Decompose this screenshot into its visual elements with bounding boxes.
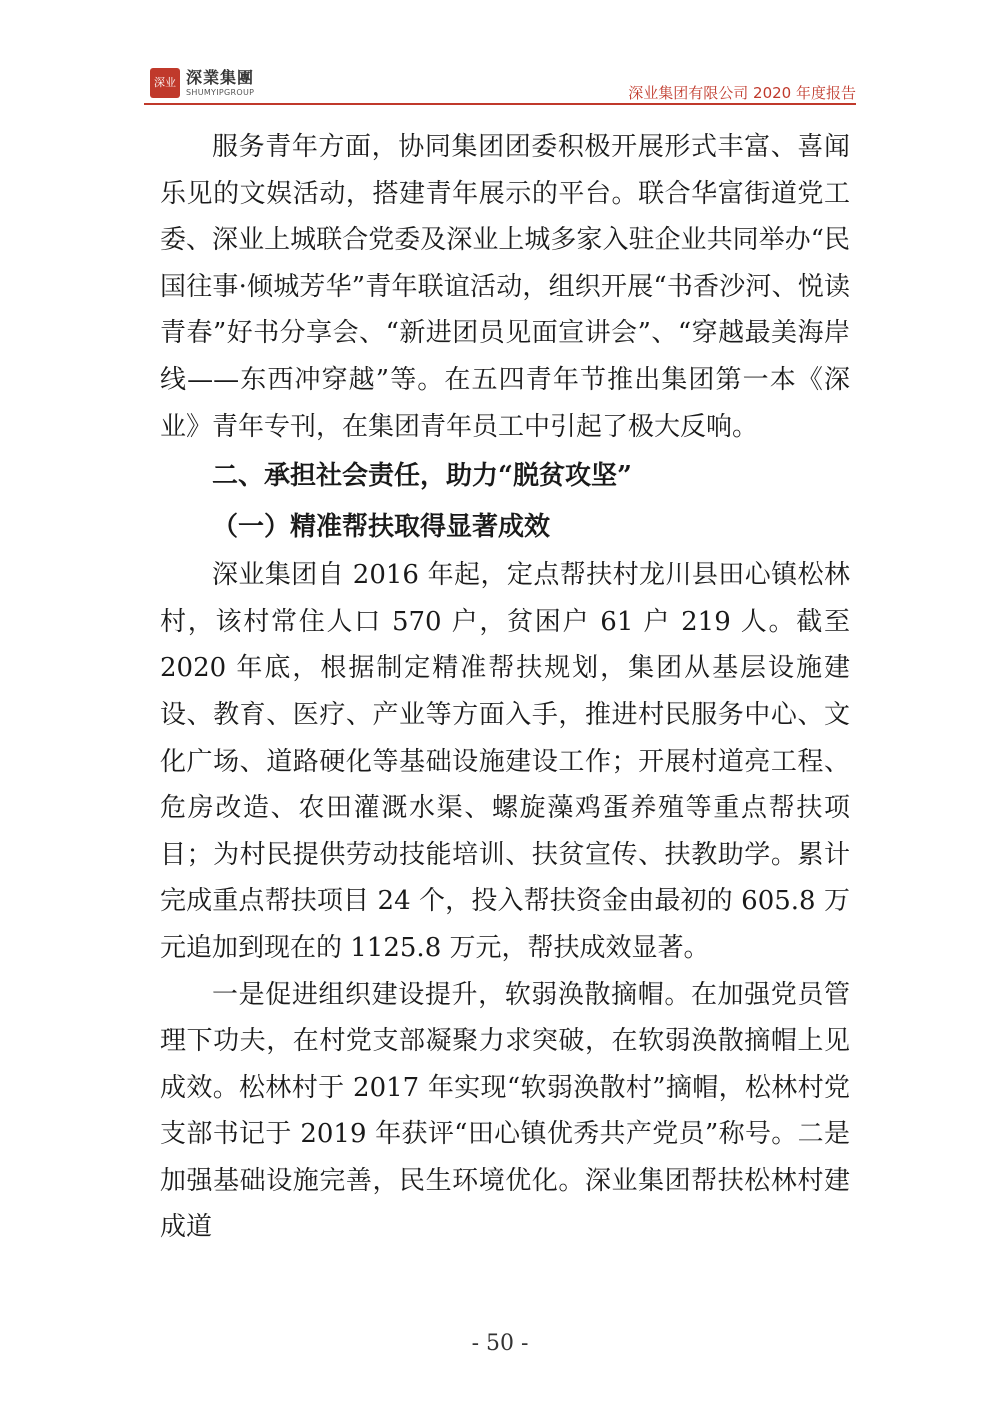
logo-chinese-name: 深業集團 <box>186 67 255 87</box>
page-header <box>144 62 856 104</box>
header-divider <box>144 103 856 105</box>
paragraph-poverty-alleviation: 深业集团自 2016 年起，定点帮扶村龙川县田心镇松林村，该村常住人口 570 户，贫困户 61 户 219 人。截至 2020 年底，根据制定精准帮扶规划，集团从基层设施建设、教育、医疗、产业等方面入手，推进村民服务中心、文化广场、道路硬化等基础设施建设工作；开展村道亮工程、危房改造、农田灌溉水渠、螺旋藻鸡蛋养殖等重点帮扶项目；为村民提供劳动技能培训、扶贫宣传、扶教助学。累计完成重点帮扶项目 24 个，投入帮扶资金由最初的 605.8 万元追加到现在的 1125.8 万元，帮扶成效显著。 <box>160 560 850 963</box>
page-number: - 50 - <box>471 1331 529 1356</box>
section-heading: 二、承担社会责任，助力“脱贫攻坚” <box>212 461 632 492</box>
paragraph-youth-service: 服务青年方面，协同集团团委积极开展形式丰富、喜闻乐见的文娱活动，搭建青年展示的平台。联合华富街道党工委、深业上城联合党委及深业上城多家入驻企业共同举办“民国往事·倾城芳华”青年联谊活动，组织开展“书香沙河、悦读青春”好书分享会、“新进团员见面宣讲会”、“穿越最美海岸线——东西冲穿越”等。在五四青年节推出集团第一本《深业》青年专刊，在集团青年员工中引起了极大反响。 <box>160 132 850 442</box>
page-content <box>160 124 850 1251</box>
logo-text <box>186 67 255 97</box>
subsection-heading: （一）精准帮扶取得显著成效 <box>212 512 551 543</box>
report-title: 深业集团有限公司 2020 年度报告 <box>628 84 856 102</box>
paragraph-organization-building: 一是促进组织建设提升，软弱涣散摘帽。在加强党员管理下功夫，在村党支部凝聚力求突破，在软弱涣散摘帽上见成效。松林村于 2017 年实现“软弱涣散村”摘帽，松林村党支部书记于 2019 年获评“田心镇优秀共产党员”称号。二是加强基础设施完善，民生环境优化。深业集团帮扶松林村建成道 <box>160 979 850 1243</box>
logo-english-name: SHUMYIPGROUP <box>186 87 255 97</box>
logo-seal-icon: 深业 <box>150 68 180 98</box>
company-logo <box>150 66 254 100</box>
